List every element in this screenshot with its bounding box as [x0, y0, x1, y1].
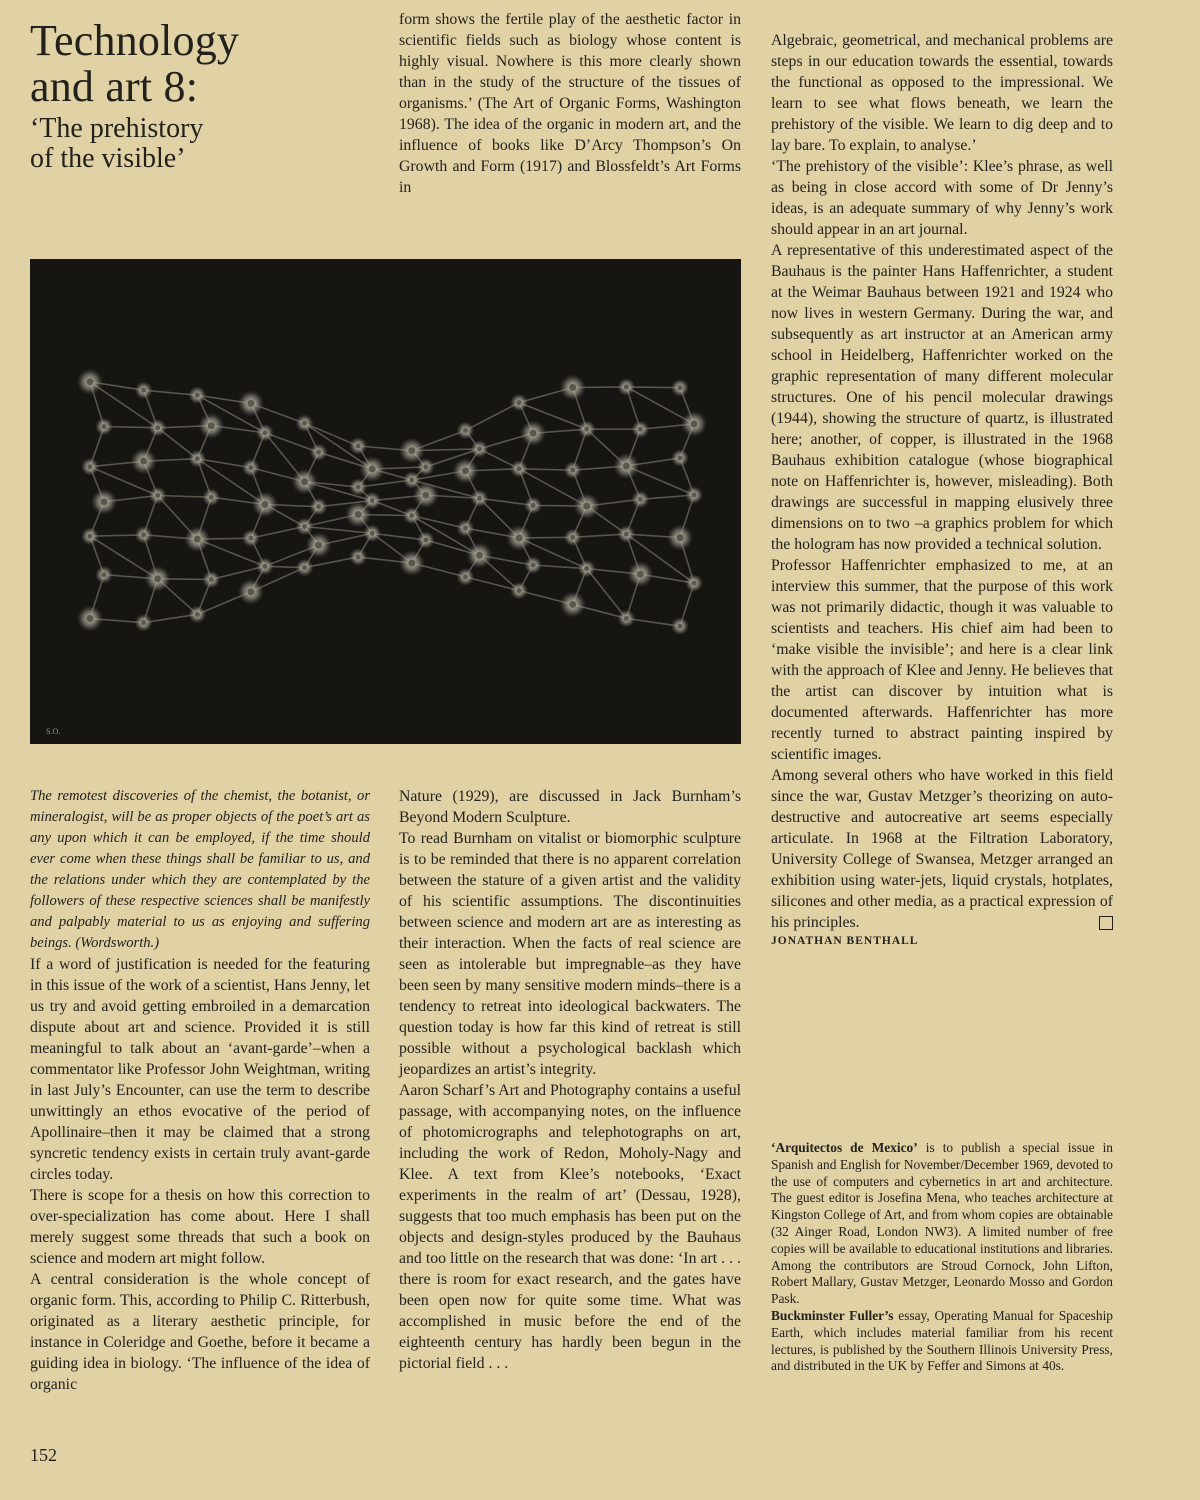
lattice-atom-core [423, 464, 428, 469]
lattice-atom-core [247, 588, 254, 595]
lattice-bond [465, 403, 519, 431]
title-line-2: and art 8: [30, 62, 199, 111]
lattice-atom-core [195, 612, 200, 617]
crystal-lattice-photo [30, 259, 741, 744]
lattice-atom-core [624, 616, 629, 621]
article-title [30, 18, 360, 110]
lattice-atom-core [691, 420, 698, 427]
lattice-atom-core [316, 450, 321, 455]
lattice-bond [587, 569, 627, 619]
lattice-atom-core [692, 581, 697, 586]
lattice-atom-core [638, 427, 643, 432]
lattice-atom-core [408, 560, 415, 567]
lattice-atom-core [678, 385, 683, 390]
lattice-atom-core [155, 425, 160, 430]
lattice-atom-core [477, 496, 482, 501]
col1-paragraph-3: A central consideration is the whole concept of organic form. This, according to Philip C. Ritterbush, originated as a literary aesthetic principle, for instance in Coleridge and Goethe, before it became a guiding idea in biology. ‘The influence of the idea of organic [30, 1271, 370, 1393]
lattice-atom-core [315, 542, 322, 549]
lattice-atom-core [247, 400, 254, 407]
lattice-atom-core [463, 526, 468, 531]
lattice-atom-core [692, 493, 697, 498]
lattice-atom-core [195, 456, 200, 461]
lattice-atom-core [302, 421, 307, 426]
lattice-atom-core [370, 531, 375, 536]
lattice-atom-core [638, 497, 643, 502]
lattice-atom-core [316, 504, 321, 509]
lattice-atom-core [463, 428, 468, 433]
col3-paragraph-2: ‘The prehistory of the visible’: Klee’s phrase, as well as being in close accord with some of Dr Jenny’s ideas, is an adequate summary of why Jenny’s work should appear in an art journal. [771, 158, 1113, 238]
col3-paragraph-1: Algebraic, geometrical, and mechanical problems are steps in our education towards the essential, towards the functional as opposed to the impressional. We learn to see what flows beneath, we learn the prehistory of the visible. We learn to dig deep and to lay bare. To explain, to analyse.’ [771, 32, 1113, 154]
col3-paragraph-3: A representative of this underestimated aspect of the Bauhaus is the painter Hans Haffenrichter, a student at the Weimar Bauhaus between 1921 and 1924 who now lives in western Germany. During the war, and subsequently as art instructor at an American army school in Heidelberg, Haffenrichter worked on the graphic representation of many different molecular structures. One of his pencil molecular drawings (1944), showing the structure of quartz, is illustrated here; another, of copper, is illustrated in the 1968 Bauhaus exhibition catalogue (whose biographical note on Haffenrichter is, however, misleading). Both drawings are successful in mapping elusively three dimensions on to two –a graphics problem for which the hologram has now provided a technical solution. [771, 242, 1113, 553]
lattice-atom-core [531, 503, 536, 508]
lattice-atom-core [101, 498, 108, 505]
lattice-atom-core [102, 424, 107, 429]
lattice-atom-core [155, 493, 160, 498]
lattice-atom-core [88, 534, 93, 539]
lattice-atom-core [141, 620, 146, 625]
lattice-atom-core [477, 446, 482, 451]
lattice-atom-core [677, 534, 684, 541]
lattice-atom-core [209, 495, 214, 500]
lattice-atom-core [583, 503, 590, 510]
col2-paragraph-2: To read Burnham on vitalist or biomorphic sculpture is to be reminded that there is no apparent correlation between the stature of a given artist and the validity of his scientific assumptions. The discontinuities between science and modern art are as interesting as their interaction. When the facts of real science are seen as intolerable but impregnable–as they have been seen by many sensitive modern minds–there is a tendency to retreat into ideological backwaters. The question today is how far this kind of retreat is still possible without a psychological backlash which jeopardizes an artist’s integrity. [399, 830, 741, 1078]
column-2 [399, 786, 741, 1374]
lattice-atom-core [531, 563, 536, 568]
lattice-atom-core [369, 466, 376, 473]
lattice-atom-core [140, 458, 147, 465]
lattice-atom-core [209, 577, 214, 582]
col3-paragraph-5 [771, 765, 1113, 933]
lattice-atom-core [570, 535, 575, 540]
note-1-lead: ‘Arquitectos de Mexico’ [771, 1140, 918, 1155]
lattice-atom-core [678, 455, 683, 460]
lattice-atom-core [623, 463, 630, 470]
lattice-atom-core [262, 430, 267, 435]
lattice-atom-core [248, 465, 253, 470]
column-3 [771, 30, 1113, 947]
col2-top-paragraph: form shows the fertile play of the aesthetic factor in scientific fields such as biology whose content is highly visual. Nowhere is this more clearly shown than in the study of the structure of the tissues of organisms.’ (The Art of Organic Forms, Washington 1968). The idea of the organic in modern art, and the influence of books like D’Arcy Thompson’s On Growth and Form (1917) and Blossfeldt’s Art Forms in [399, 11, 741, 196]
lattice-atom-core [569, 601, 576, 608]
lattice-atom-core [356, 554, 361, 559]
lattice-atom-core [423, 537, 428, 542]
col1-paragraph-1: If a word of justification is needed for the featuring in this issue of the work of a scientist, Hans Jenny, let us try and avoid getting embroiled in a demarcation dispute about art and science. Provided it is still meaningful to talk about an ‘avant-garde’–when a commentator like Professor John Weightman, writing in last July’s Encounter, can use the term to describe unwittingly an ethos evocative of the period of Apollinaire–then it may be claimed that a strong syncretic tendency exists in certain truly avant-garde circles today. [30, 956, 370, 1183]
lattice-atom-core [584, 427, 589, 432]
end-of-article-box-icon [1099, 916, 1113, 930]
lattice-atom-core [517, 466, 522, 471]
subtitle-line-1: ‘The prehistory [30, 113, 204, 144]
lattice-atom-core [301, 478, 308, 485]
photo-corner-mark: S.O. [46, 727, 61, 736]
lattice-atom-core [355, 511, 362, 518]
lattice-atom-core [195, 393, 200, 398]
lattice-atom-core [262, 564, 267, 569]
lattice-atom-core [370, 498, 375, 503]
lattice-atom-core [356, 443, 361, 448]
lattice-atom-core [637, 571, 644, 578]
news-notes [771, 1140, 1113, 1375]
lattice-atom-core [194, 536, 201, 543]
lattice-atom-core [462, 467, 469, 474]
lattice-atom-core [408, 447, 415, 454]
subtitle-line-2: of the visible’ [30, 143, 186, 174]
lattice-atom-core [356, 485, 361, 490]
lattice-atom-core [422, 492, 429, 499]
article-header [30, 18, 360, 174]
epigraph: The remotest discoveries of the chemist, the botanist, or mineralogist, will be as proper objects of the poet’s art as any upon which it can be employed, if the time should ever come when these things shall be familiar to us, and the relations under which they are contemplated by the followers of these respective sciences shall be manifestly and palpably material to us as enjoying and suffering beings. (Wordsworth.) [30, 788, 370, 951]
lattice-atom-core [208, 422, 215, 429]
lattice-atom-core [476, 552, 483, 559]
lattice-atom-core [261, 501, 268, 508]
col1-paragraph-2: There is scope for a thesis on how this correction to over-specialization has come about. Here I shall merely suggest some threads that such a book on science and modern art might follow. [30, 1187, 370, 1267]
lattice-atom-core [302, 565, 307, 570]
title-line-1: Technology [30, 16, 240, 65]
col3-paragraph-5-text: Among several others who have worked in this field since the war, Gustav Metzger’s theorizing on auto-destructive and autocreative art seems especially articulate. In 1968 at the Filtration Laboratory, University College of Swansea, Metzger arranged an exhibition using water-jets, liquid crystals, hotplates, silicones and other media, as a practical expression of his principles. [771, 767, 1113, 931]
lattice-atom-core [624, 532, 629, 537]
lattice-atom-core [584, 566, 589, 571]
lattice-atom-core [87, 378, 94, 385]
col3-paragraph-4: Professor Haffenrichter emphasized to me, at an interview this summer, that the purpose of this work was not primarily didactic, though it was valuable to scientists and teachers. His chief aim had been to ‘make visible the invisible’; and here is a clear link with the approach of Klee and Jenny. He believes that the artist can discover by intuition what is documented afterwards. Haffenrichter has more recently turned to abstract painting inspired by scientific images. [771, 557, 1113, 763]
column-2-top [399, 9, 741, 198]
note-2-lead: Buckminster Fuller’s [771, 1307, 894, 1323]
lattice-atom-core [516, 534, 523, 541]
article-subtitle [30, 114, 360, 174]
column-1 [30, 786, 370, 1395]
col2-paragraph-1: Nature (1929), are discussed in Jack Burnham’s Beyond Modern Sculpture. [399, 788, 741, 826]
note-2-text: essay, Operating Manual for Spaceship Earth, which includes material familiar from his recent lectures, is published by the Southern Illinois University Press, and distributed in the UK by Feffer and Simons at 40s. [771, 1307, 1114, 1374]
lattice-atom-core [88, 464, 93, 469]
lattice-image-icon [30, 259, 741, 744]
lattice-atom-core [102, 572, 107, 577]
lattice-atom-core [302, 524, 307, 529]
lattice-atom-core [624, 384, 629, 389]
lattice-atom-core [409, 513, 414, 518]
lattice-bond [305, 526, 373, 533]
note-1-text: is to publish a special issue in Spanish and English for November/December 1969, devoted to the use of computers and cybernetics in art and architecture. The guest editor is Josefina Mena, who teaches architecture at Kingston College of Art, and from whom copies are obtainable (32 Ainger Road, London NW3). A limited number of free copies will be available to educational institutions and libraries. Among the contributors are Stroud Cornock, John Lifton, Robert Mallary, Gustav Metzger, Leonardo Mosso and Gordon Pask. [771, 1140, 1113, 1307]
lattice-atom-core [570, 468, 575, 473]
lattice-atom-core [154, 575, 161, 582]
page-number: 152 [30, 1445, 57, 1465]
lattice-atom-core [141, 388, 146, 393]
lattice-atom-core [530, 430, 537, 437]
lattice-atom-core [463, 574, 468, 579]
lattice-atom-core [678, 624, 683, 629]
lattice-atom-core [569, 384, 576, 391]
note-1 [771, 1140, 1113, 1308]
lattice-atom-core [87, 615, 94, 622]
lattice-atom-core [248, 536, 253, 541]
lattice-atom-core [141, 532, 146, 537]
lattice-atom-core [517, 400, 522, 405]
col2-paragraph-3: Aaron Scharf’s Art and Photography contains a useful passage, with accompanying notes, on the influence of photomicrographs and telephotographs on art, including the work of Redon, Moholy-Nagy and Klee. A text from Klee’s notebooks, ‘Exact experiments in the realm of art’ (Dessau, 1928), suggests that too much emphasis has been put on the objects and design-styles produced by the Bauhaus and too little on the research that was done: ‘In art . . . there is room for exact research, and the gates have been open now for quite some time. What was accomplished in music before the end of the eighteenth century has hardly been begun in the pictorial field . . . [399, 1082, 741, 1372]
note-2 [771, 1308, 1113, 1375]
author-byline: JONATHAN BENTHALL [771, 935, 919, 947]
lattice-atom-core [409, 478, 414, 483]
lattice-atom-core [517, 588, 522, 593]
